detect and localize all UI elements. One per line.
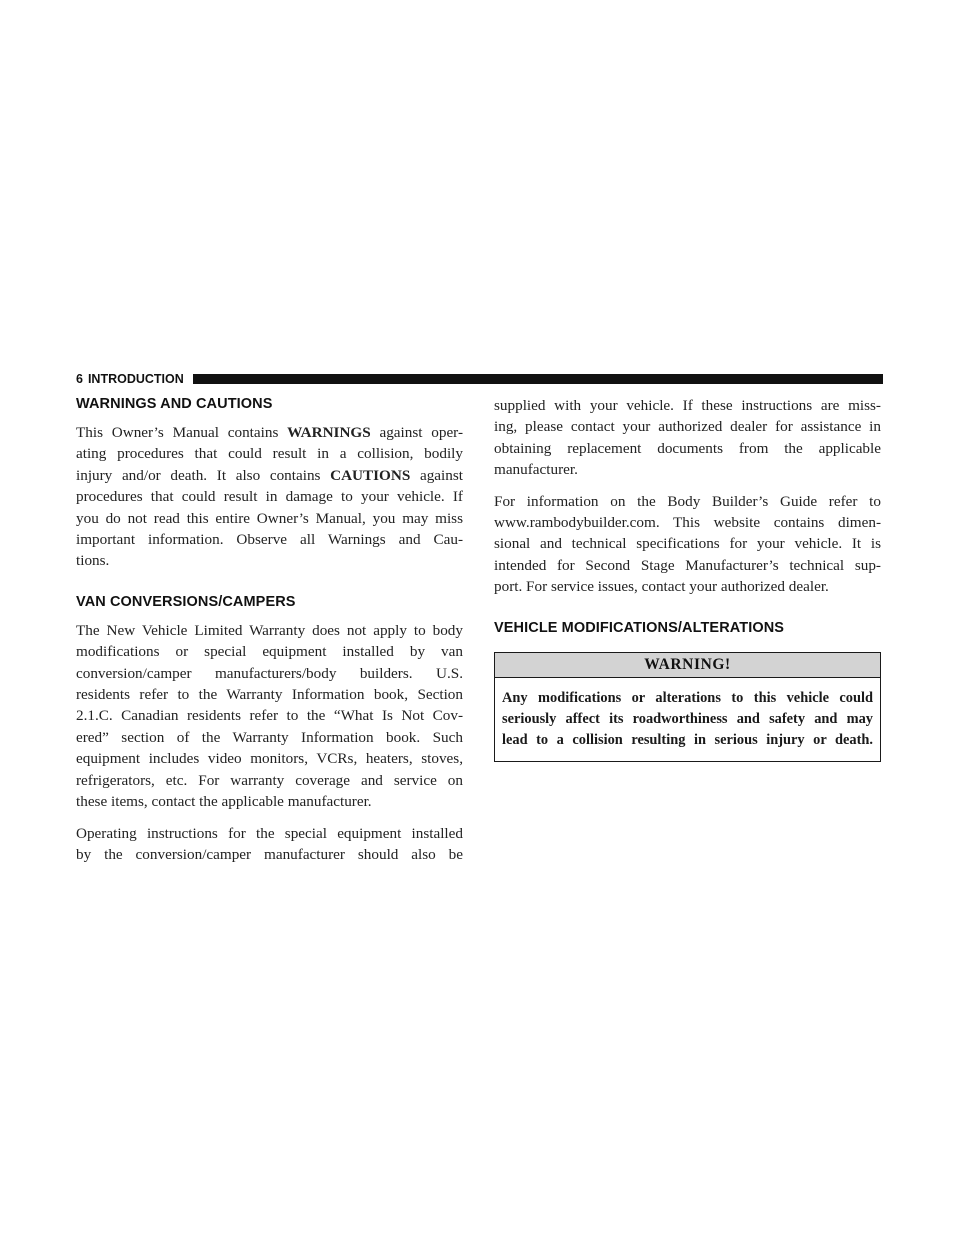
operating-instructions-paragraph (76, 823, 463, 866)
left-column (76, 395, 463, 865)
cautions-keyword: CAUTIONS (330, 466, 411, 484)
body-builder-paragraph (494, 491, 881, 598)
warning-box (494, 652, 881, 762)
text-line: port. For service issues, contact your authorized dealer. (494, 578, 829, 596)
text-line: you do not read this entire Owner’s Manual, you may miss (76, 509, 463, 527)
van-conversions-heading: VAN CONVERSIONS/CAMPERS (76, 593, 296, 610)
text-line: 2.1.C. Canadian residents refer to the “What Is Not Cov- (76, 707, 463, 725)
text-line: ing, please contact your authorized dealer for assistance in (494, 418, 881, 436)
section-name: INTRODUCTION (87, 372, 184, 386)
header-rule (193, 374, 883, 384)
text-line: Operating instructions for the special equipment installed (76, 824, 463, 842)
warning-body (495, 678, 880, 761)
text-line: manufacturer. (494, 461, 578, 479)
text-line: tions. (76, 552, 110, 570)
text-line: This Owner’s Manual contains WARNINGS against oper- (76, 424, 463, 441)
text-line: injury and/or death. It also contains CAUTIONS against (76, 466, 463, 484)
text-line: sional and technical specifications for your vehicle. It is (494, 535, 881, 553)
text-line: ating procedures that could result in a collision, bodily (76, 445, 463, 463)
text-line: seriously affect its roadworthiness and safety and may (502, 711, 873, 728)
van-conversions-paragraph (76, 620, 463, 813)
right-column (494, 395, 881, 762)
vehicle-modifications-heading: VEHICLE MODIFICATIONS/ALTERATIONS (494, 619, 785, 636)
text-line: intended for Second Stage Manufacturer’s technical sup- (494, 556, 881, 574)
text-line: For information on the Body Builder’s Guide refer to (494, 492, 881, 510)
text-line: refrigerators, etc. For warranty coverage and service on (76, 771, 463, 789)
text-line: ered” section of the Warranty Information book. Such (76, 728, 463, 746)
warning-title: WARNING! (495, 653, 880, 678)
continued-paragraph (494, 395, 881, 481)
text-line: obtaining replacement documents from the applicable (494, 439, 881, 457)
page-number: 6 (76, 372, 83, 386)
warnings-paragraph (76, 422, 463, 572)
text-line: modifications or special equipment installed by van (76, 643, 463, 661)
text-line: important information. Observe all Warnings and Cau- (76, 531, 463, 549)
text-line: residents refer to the Warranty Information book, Section (76, 686, 463, 704)
text-line: lead to a collision resulting in serious injury or death. (502, 732, 873, 749)
text-line: www.rambodybuilder.com. This website contains dimen- (494, 514, 881, 532)
text-line: equipment includes video monitors, VCRs, heaters, stoves, (76, 750, 463, 768)
running-header (76, 372, 883, 386)
text-line: these items, contact the applicable manufacturer. (76, 793, 372, 811)
text-line: The New Vehicle Limited Warranty does not apply to body (76, 621, 463, 639)
warnings-keyword: WARNINGS (287, 424, 371, 441)
warnings-and-cautions-heading: WARNINGS AND CAUTIONS (76, 396, 273, 412)
text-line: supplied with your vehicle. If these instructions are miss- (494, 397, 881, 414)
text-line: by the conversion/camper manufacturer should also be (76, 845, 463, 863)
text-line: conversion/camper manufacturers/body builders. U.S. (76, 664, 463, 682)
text-line: Any modifications or alterations to this vehicle could (502, 689, 873, 706)
text-line: procedures that could result in damage to your vehicle. If (76, 488, 463, 506)
